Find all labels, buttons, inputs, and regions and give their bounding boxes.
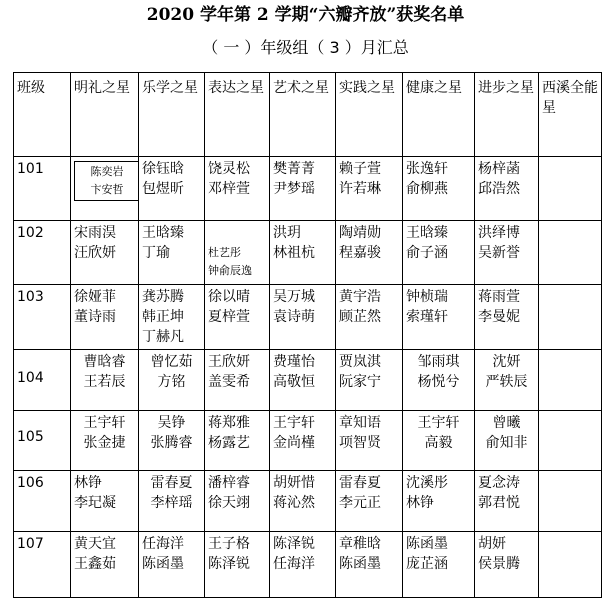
xixi-cell [539, 285, 602, 350]
xixi-cell [539, 471, 602, 532]
yishu-cell: 樊菁菁 尹梦瑶 [270, 157, 336, 221]
jiankang-cell: 王宇轩 高毅 [403, 411, 475, 471]
jinbu-cell: 杨梓菡 邱浩然 [475, 157, 539, 221]
biaoda-cell: 潘梓睿 徐天翊 [205, 471, 270, 532]
yishu-cell: 陈泽锐 任海洋 [270, 532, 336, 598]
shijian-cell: 章知语 项智贤 [336, 411, 403, 471]
mingli-cell: 黄天宜 王鑫茹 [71, 532, 139, 598]
lexue-cell: 吴铮 张腾睿 [139, 411, 205, 471]
document-subtitle: （ 一 ）年级组（ 3 ）月汇总 [202, 38, 409, 57]
table-row [14, 350, 602, 411]
lexue-cell: 任海洋 陈函墨 [139, 532, 205, 598]
document-title: 2020 学年第 2 学期“六瓣齐放”获奖名单 [146, 5, 465, 25]
header-class: 班级 [14, 73, 71, 157]
mingli-cell: 王宇轩 张金捷 [71, 411, 139, 471]
table-row [14, 532, 602, 598]
biaoda-cell: 饶灵松 邓梓萱 [205, 157, 270, 221]
mingli-cell: 徐娅菲 董诗雨 [71, 285, 139, 350]
mingli-cell: 曹晗睿 王若辰 [71, 350, 139, 411]
table-row [14, 411, 602, 471]
class-cell: 107 [14, 532, 71, 598]
jiankang-cell: 钟桢瑞 索瑾轩 [403, 285, 475, 350]
shijian-cell: 赖子萱 许若琳 [336, 157, 403, 221]
table-row [14, 221, 602, 285]
jiankang-cell: 王晗臻 俞子涵 [403, 221, 475, 285]
biaoda-cell: 蒋郑雅 杨露艺 [205, 411, 270, 471]
small-names: 杜艺彤 钟俞辰逸 [208, 246, 252, 277]
jinbu-cell: 夏念涛 郭君悦 [475, 471, 539, 532]
header-shijian: 实践之星 [336, 73, 403, 157]
header-jiankang: 健康之星 [403, 73, 475, 157]
boxed-names: 陈奕岩 卞安哲 [74, 161, 139, 201]
xixi-cell [539, 532, 602, 598]
jiankang-cell: 沈溪彤 林铮 [403, 471, 475, 532]
yishu-cell: 费瑾怡 高敬恒 [270, 350, 336, 411]
lexue-cell: 徐钰晗 包煜昕 [139, 157, 205, 221]
class-cell: 103 [14, 285, 71, 350]
yishu-cell: 吴万城 袁诗萌 [270, 285, 336, 350]
jinbu-cell: 曾曦 俞知非 [475, 411, 539, 471]
table-row [14, 471, 602, 532]
jinbu-cell: 洪绎博 吴新誉 [475, 221, 539, 285]
awards-table [13, 72, 602, 598]
biaoda-cell: 徐以晴 夏梓萱 [205, 285, 270, 350]
jinbu-cell: 胡妍 侯景腾 [475, 532, 539, 598]
jinbu-cell: 沈妍 严轶辰 [475, 350, 539, 411]
class-cell: 105 [14, 411, 71, 471]
header-yishu: 艺术之星 [270, 73, 336, 157]
xixi-cell [539, 221, 602, 285]
biaoda-cell: 王子格 陈泽锐 [205, 532, 270, 598]
shijian-cell: 雷春夏 李元正 [336, 471, 403, 532]
lexue-cell: 雷春夏 李梓瑶 [139, 471, 205, 532]
header-biaoda: 表达之星 [205, 73, 270, 157]
header-row [14, 73, 602, 157]
xixi-cell [539, 411, 602, 471]
table-row [14, 285, 602, 350]
class-cell: 101 [14, 157, 71, 221]
shijian-cell: 章稚晗 陈函墨 [336, 532, 403, 598]
shijian-cell: 贾岚淇 阮家宁 [336, 350, 403, 411]
class-cell: 104 [14, 350, 71, 411]
yishu-cell: 王宇轩 金尚槿 [270, 411, 336, 471]
biaoda-cell [205, 221, 270, 285]
header-mingli: 明礼之星 [71, 73, 139, 157]
class-cell: 102 [14, 221, 71, 285]
xixi-cell [539, 157, 602, 221]
jiankang-cell: 邹雨琪 杨悦兮 [403, 350, 475, 411]
xixi-cell [539, 350, 602, 411]
lexue-cell: 曾忆茹 方铭 [139, 350, 205, 411]
shijian-cell: 陶靖勋 程嘉骏 [336, 221, 403, 285]
yishu-cell: 洪玥 林祖杭 [270, 221, 336, 285]
mingli-cell: 宋雨淏 汪欣妍 [71, 221, 139, 285]
table-row [14, 157, 602, 221]
header-jinbu: 进步之星 [475, 73, 539, 157]
header-xixi: 西溪全能星 [539, 73, 602, 157]
jinbu-cell: 蒋雨萱 李曼妮 [475, 285, 539, 350]
class-cell: 106 [14, 471, 71, 532]
jiankang-cell: 张逸轩 俞柳燕 [403, 157, 475, 221]
header-lexue: 乐学之星 [139, 73, 205, 157]
lexue-cell: 王晗臻 丁瑜 [139, 221, 205, 285]
biaoda-cell: 王欣妍 盖雯希 [205, 350, 270, 411]
mingli-cell: 林铮 李玘凝 [71, 471, 139, 532]
jiankang-cell: 陈函墨 庞芷涵 [403, 532, 475, 598]
shijian-cell: 黄宇浩 顾芷然 [336, 285, 403, 350]
lexue-cell: 龚苏腾 韩正坤 丁赫凡 [139, 285, 205, 350]
yishu-cell: 胡妍惜 蒋沁然 [270, 471, 336, 532]
mingli-cell [71, 157, 139, 221]
